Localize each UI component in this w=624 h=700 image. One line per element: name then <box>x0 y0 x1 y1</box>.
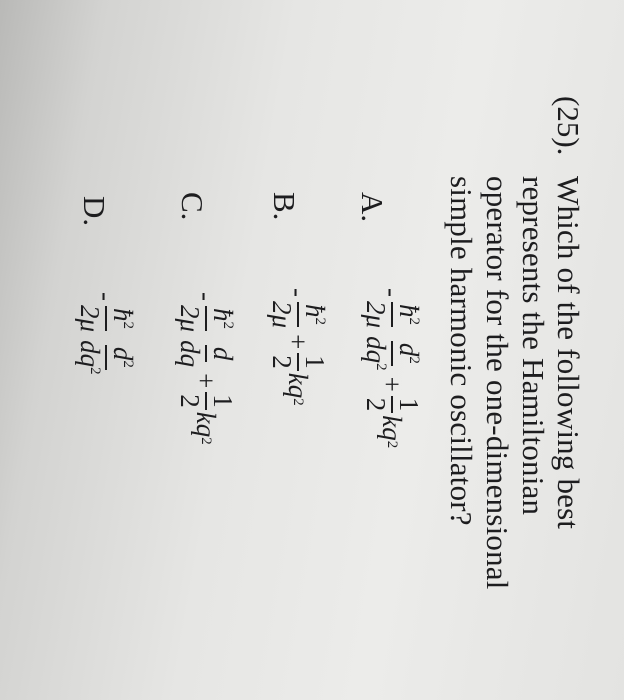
option-b-plus: + <box>283 334 314 350</box>
option-b-hbar-fraction <box>266 299 330 330</box>
question-text-line-3: operator for the one-dimensional <box>480 176 515 590</box>
question-text-line-1: Which of the following best <box>551 176 586 530</box>
option-b-letter: B. <box>267 192 302 221</box>
question-number: (25). <box>551 96 586 156</box>
option-b-half <box>266 353 330 371</box>
option-c-two-mu: 2μ <box>174 305 205 333</box>
option-d-letter: D. <box>77 196 112 227</box>
option-b-hbar: ħ <box>300 304 330 318</box>
question-text-line-4: simple harmonic oscillator? <box>444 176 479 526</box>
option-d-dq: dq <box>74 340 105 368</box>
option-c-dq: dq <box>174 340 205 368</box>
option-a-dq-exp: 2 <box>372 363 389 371</box>
option-d-minus: - <box>91 292 122 301</box>
option-c-d: d <box>205 345 238 363</box>
option-c-kq-exp: 2 <box>198 437 215 445</box>
option-a-minus: - <box>377 288 408 297</box>
option-a-one: 1 <box>391 396 424 414</box>
option-c-plus: + <box>191 373 222 389</box>
option-b-kq-exp: 2 <box>290 398 307 406</box>
option-d-dq-exp: 2 <box>86 367 103 375</box>
option-d-d-exp: 2 <box>120 360 136 368</box>
option-b-hbar-exp: 2 <box>312 317 328 326</box>
option-c-minus: - <box>191 292 222 301</box>
option-c-kq: kq <box>191 411 222 438</box>
option-a-formula <box>360 288 424 448</box>
option-a-two-mu: 2μ <box>360 301 391 329</box>
option-d-hbar-fraction <box>74 303 138 334</box>
option-a-derivative-fraction <box>360 334 424 373</box>
option-a-plus: + <box>377 376 408 392</box>
option-a-hbar-fraction <box>360 299 424 330</box>
option-b-one: 1 <box>297 353 330 371</box>
option-c-one: 1 <box>205 392 238 410</box>
option-a-letter: A. <box>355 192 390 223</box>
option-a-dq: dq <box>360 336 391 364</box>
option-c-hbar-exp: 2 <box>220 321 236 330</box>
option-b-formula <box>266 288 330 406</box>
option-c-hbar-fraction <box>174 303 238 334</box>
option-d-hbar-exp: 2 <box>120 321 136 330</box>
option-b-minus: - <box>283 288 314 297</box>
question-text-line-2: represents the Hamiltonian <box>516 176 551 516</box>
option-a-d: d <box>394 342 424 357</box>
option-c-hbar: ħ <box>208 308 238 322</box>
option-d-formula <box>74 292 138 379</box>
option-a-hbar-exp: 2 <box>406 317 422 326</box>
option-d-d: d <box>108 346 138 361</box>
option-c-formula <box>174 292 238 445</box>
option-b-two: 2 <box>266 355 297 369</box>
option-a-two: 2 <box>360 397 391 412</box>
option-a-d-exp: 2 <box>406 356 422 364</box>
option-d-two-mu: 2μ <box>74 305 105 333</box>
option-c-letter: C. <box>175 192 210 221</box>
option-c-derivative-fraction <box>174 338 238 369</box>
option-a-hbar: ħ <box>394 304 424 318</box>
option-b-two-mu: 2μ <box>266 301 297 329</box>
option-a-kq: kq <box>377 415 408 441</box>
option-a-half <box>360 396 424 414</box>
option-b-kq: kq <box>283 372 314 399</box>
option-d-hbar: ħ <box>108 308 138 322</box>
option-a-kq-exp: 2 <box>384 440 401 449</box>
option-c-half <box>174 392 238 410</box>
option-c-two: 2 <box>174 394 205 408</box>
option-d-derivative-fraction <box>74 338 138 377</box>
